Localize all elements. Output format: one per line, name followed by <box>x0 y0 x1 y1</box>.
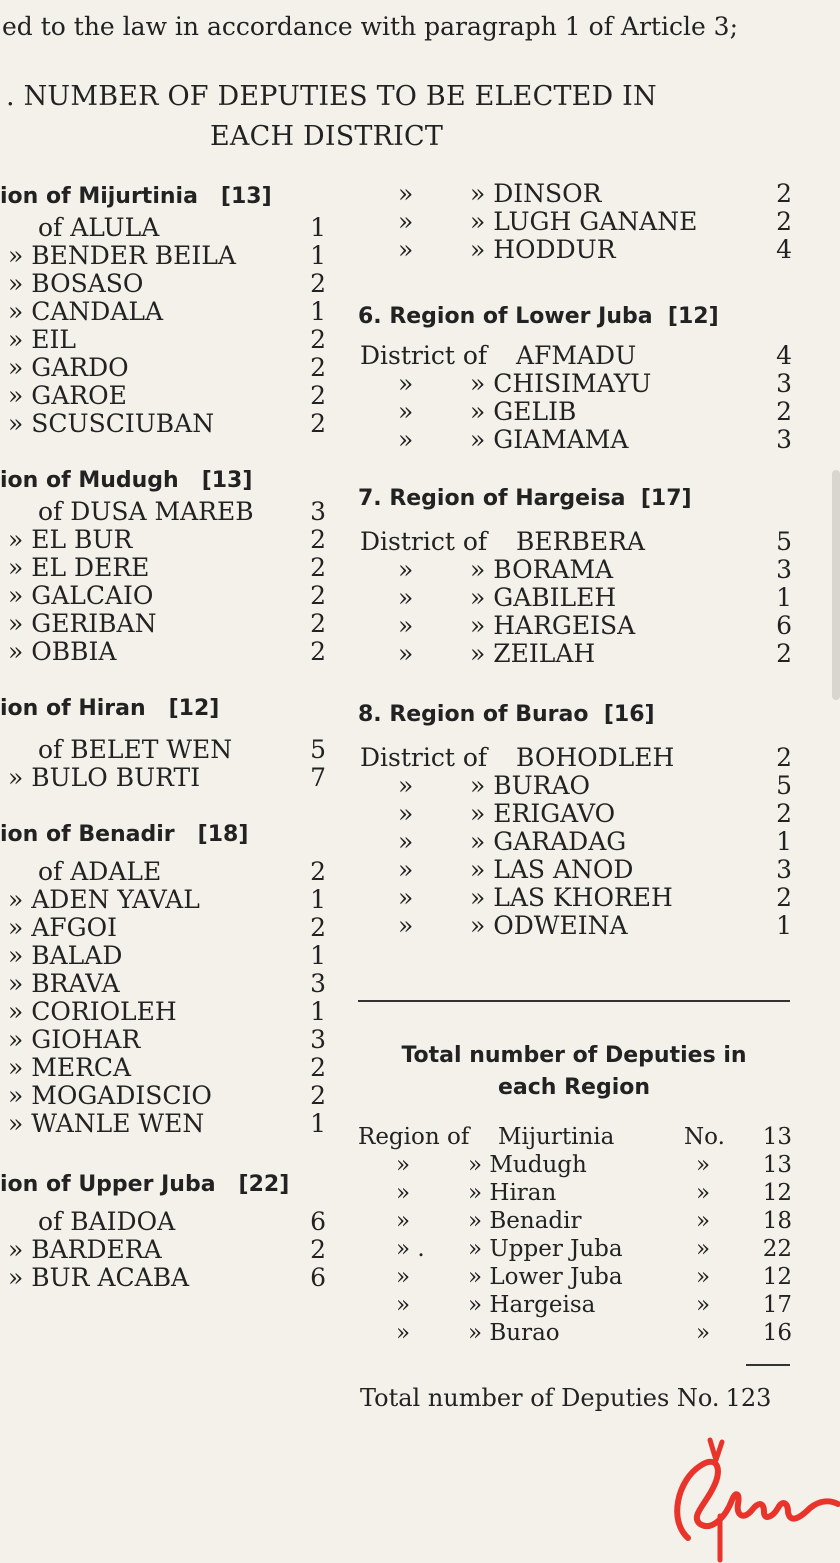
deputy-count: 2 <box>310 581 326 610</box>
region-burao <box>358 698 798 940</box>
district-name: » BRAVA <box>8 969 120 998</box>
district-name: » BOSASO <box>8 269 144 298</box>
deputy-count: 4 <box>776 341 792 370</box>
district-name: of DUSA MAREB <box>38 497 254 526</box>
region-total: 18 <box>762 1208 792 1234</box>
deputy-count: 2 <box>310 1235 326 1264</box>
totals-row <box>358 1236 798 1263</box>
ditto-mark: » <box>398 827 414 856</box>
deputy-count: 1 <box>310 885 326 914</box>
district-row <box>0 1054 330 1082</box>
region-lower-juba <box>358 300 798 454</box>
district-name: » BUR ACABA <box>8 1263 190 1292</box>
right-column <box>358 180 798 940</box>
district-row <box>0 736 330 764</box>
district-row <box>0 270 330 298</box>
ditto-mark: » <box>398 611 414 640</box>
deputy-count: 2 <box>310 325 326 354</box>
district-row <box>358 236 798 264</box>
district-name: » GAROE <box>8 381 127 410</box>
district-name: » SCUSCIUBAN <box>8 409 215 438</box>
district-row <box>358 912 798 940</box>
district-row <box>0 242 330 270</box>
region-name: » Mudugh <box>468 1152 587 1178</box>
deputy-count: 3 <box>776 425 792 454</box>
totals-row <box>358 1264 798 1291</box>
district-name: » GARADAG <box>470 827 627 856</box>
deputy-count: 1 <box>776 827 792 856</box>
ditto-mark: » <box>398 425 414 454</box>
deputy-count: 6 <box>310 1207 326 1236</box>
unit-label: » <box>696 1180 711 1206</box>
district-row <box>358 744 798 772</box>
deputy-count: 2 <box>310 381 326 410</box>
region-total: 12 <box>762 1180 792 1206</box>
district-row <box>0 998 330 1026</box>
district-name: » DINSOR <box>470 179 602 208</box>
district-name: » AFGOI <box>8 913 117 942</box>
district-row <box>0 326 330 354</box>
deputy-count: 2 <box>310 1081 326 1110</box>
district-name: » LUGH GANANE <box>470 207 698 236</box>
district-row <box>0 382 330 410</box>
region-benadir <box>0 818 330 1138</box>
district-name: » MERCA <box>8 1053 132 1082</box>
signature-icon <box>660 1420 840 1563</box>
district-row <box>0 638 330 666</box>
totals-row <box>358 1292 798 1319</box>
district-row <box>358 640 798 668</box>
ditto-mark: » <box>398 799 414 828</box>
district-row <box>0 1236 330 1264</box>
region-total: 12 <box>762 1264 792 1290</box>
ditto-mark: » <box>398 855 414 884</box>
district-row <box>358 370 798 398</box>
district-row <box>358 828 798 856</box>
ditto-mark: » <box>396 1208 411 1234</box>
district-name: » EL DERE <box>8 553 150 582</box>
district-name: of ADALE <box>38 857 162 886</box>
deputy-count: 2 <box>310 1053 326 1082</box>
deputy-count: 2 <box>776 179 792 208</box>
totals-row <box>358 1124 798 1151</box>
district-row <box>0 554 330 582</box>
district-name: » BORAMA <box>470 555 614 584</box>
deputy-count: 2 <box>310 269 326 298</box>
district-row <box>358 856 798 884</box>
district-name: » LAS KHOREH <box>470 883 673 912</box>
deputy-count: 1 <box>310 297 326 326</box>
region-heading: 7. Region of Hargeisa [17] <box>358 486 692 511</box>
deputy-count: 2 <box>310 553 326 582</box>
heading-line-1: . NUMBER OF DEPUTIES TO BE ELECTED IN <box>6 81 657 112</box>
heading-line-2: EACH DISTRICT <box>210 121 444 152</box>
region-name: » Upper Juba <box>468 1236 623 1262</box>
ditto-mark: » <box>396 1152 411 1178</box>
district-row <box>0 1264 330 1292</box>
region-name: » Hargeisa <box>468 1292 596 1318</box>
totals-row <box>358 1320 798 1347</box>
deputy-count: 3 <box>776 855 792 884</box>
region-hargeisa <box>358 482 798 668</box>
totals-row <box>358 1152 798 1179</box>
deputy-count: 1 <box>776 911 792 940</box>
totals-heading: Total number of Deputies in each Region <box>401 1043 747 1100</box>
district-name: » BENDER BEILA <box>8 241 236 270</box>
deputy-count: 2 <box>310 609 326 638</box>
region-prefix: Region of <box>358 1124 470 1150</box>
unit-label: » <box>696 1236 711 1262</box>
ditto-mark: » <box>398 771 414 800</box>
district-name: » WANLE WEN <box>8 1109 205 1138</box>
ditto-mark: » <box>398 883 414 912</box>
scrollbar-thumb[interactable] <box>832 470 840 700</box>
district-name: » HARGEISA <box>470 611 636 640</box>
deputy-count: 2 <box>310 637 326 666</box>
region-upper-juba <box>0 1168 330 1292</box>
region-name: » Burao <box>468 1320 560 1346</box>
district-prefix: District of <box>360 527 488 556</box>
district-row <box>0 410 330 438</box>
district-row <box>0 886 330 914</box>
deputy-count: 1 <box>310 941 326 970</box>
district-name: » CANDALA <box>8 297 164 326</box>
district-name: » GARDO <box>8 353 129 382</box>
unit-label: » <box>696 1292 711 1318</box>
district-name: » GIAMAMA <box>470 425 629 454</box>
deputy-count: 1 <box>310 241 326 270</box>
ditto-mark: » <box>398 911 414 940</box>
district-row <box>0 526 330 554</box>
district-row <box>0 970 330 998</box>
totals-row <box>358 1180 798 1207</box>
region-heading: ion of Mudugh [13] <box>0 468 253 493</box>
district-name: » GALCAIO <box>8 581 154 610</box>
district-row <box>358 180 798 208</box>
deputy-count: 2 <box>310 857 326 886</box>
ditto-mark: » <box>398 179 414 208</box>
deputy-count: 2 <box>310 409 326 438</box>
district-row <box>358 556 798 584</box>
ditto-mark: » <box>398 583 414 612</box>
deputy-count: 2 <box>310 913 326 942</box>
district-name: » BARDERA <box>8 1235 162 1264</box>
district-name: » ODWEINA <box>470 911 628 940</box>
grand-total-value: 123 <box>725 1384 772 1412</box>
district-name: » CORIOLEH <box>8 997 177 1026</box>
district-name: BOHODLEH <box>516 743 675 772</box>
deputy-count: 5 <box>776 527 792 556</box>
deputy-count: 1 <box>776 583 792 612</box>
deputy-count: 3 <box>310 1025 326 1054</box>
district-name: » MOGADISCIO <box>8 1081 212 1110</box>
district-name: » ZEILAH <box>470 639 596 668</box>
deputy-count: 1 <box>310 213 326 242</box>
ditto-mark: » <box>398 235 414 264</box>
ditto-mark: » <box>396 1180 411 1206</box>
district-row <box>0 914 330 942</box>
ditto-mark: » <box>396 1264 411 1290</box>
district-row <box>0 214 330 242</box>
district-name: » HODDUR <box>470 235 616 264</box>
district-name: » GABILEH <box>470 583 617 612</box>
deputy-count: 2 <box>776 883 792 912</box>
district-row <box>0 582 330 610</box>
deputy-count: 1 <box>310 1109 326 1138</box>
region-total: 13 <box>762 1152 792 1178</box>
district-row <box>358 612 798 640</box>
ditto-mark: » . <box>396 1236 425 1262</box>
ditto-mark: » <box>398 397 414 426</box>
intro-text: ed to the law in accordance with paragraph 1 of Article 3; <box>2 12 739 41</box>
deputy-count: 3 <box>310 969 326 998</box>
district-row <box>358 208 798 236</box>
unit-label: » <box>696 1208 711 1234</box>
district-name: » BULO BURTI <box>8 763 201 792</box>
district-name: AFMADU <box>516 341 637 370</box>
district-name: » EIL <box>8 325 76 354</box>
district-row <box>0 1208 330 1236</box>
deputy-count: 2 <box>776 799 792 828</box>
region-heading: 6. Region of Lower Juba [12] <box>358 304 719 329</box>
district-name: BERBERA <box>516 527 645 556</box>
region-total: 17 <box>762 1292 792 1318</box>
district-row <box>0 764 330 792</box>
district-name: » CHISIMAYU <box>470 369 652 398</box>
region-mijurtinia <box>0 180 330 438</box>
district-row <box>0 858 330 886</box>
region-name: » Benadir <box>468 1208 582 1234</box>
district-prefix: District of <box>360 341 488 370</box>
district-row <box>0 498 330 526</box>
district-row <box>358 584 798 612</box>
district-row <box>358 398 798 426</box>
left-column <box>0 180 330 1292</box>
deputy-count: 6 <box>776 611 792 640</box>
region-heading: ion of Benadir [18] <box>0 822 249 847</box>
district-name: » OBBIA <box>8 637 117 666</box>
sum-rule <box>746 1364 790 1366</box>
district-name: » ADEN YAVAL <box>8 885 200 914</box>
region-heading: ion of Hiran [12] <box>0 696 220 721</box>
region-name: Mijurtinia <box>498 1124 615 1150</box>
region-total: 16 <box>762 1320 792 1346</box>
district-row <box>0 298 330 326</box>
district-name: of BAIDOA <box>38 1207 176 1236</box>
district-row <box>358 772 798 800</box>
deputy-count: 2 <box>776 743 792 772</box>
deputy-count: 2 <box>776 639 792 668</box>
ditto-mark: » <box>398 369 414 398</box>
district-row <box>0 610 330 638</box>
region-total: 13 <box>762 1124 792 1150</box>
region-heading: ion of Upper Juba [22] <box>0 1172 290 1197</box>
district-name: » GELIB <box>470 397 577 426</box>
region-hiran <box>0 692 330 792</box>
deputy-count: 2 <box>310 525 326 554</box>
region-mudugh <box>0 464 330 666</box>
deputy-count: 5 <box>310 735 326 764</box>
district-prefix: District of <box>360 743 488 772</box>
unit-label: » <box>696 1320 711 1346</box>
deputy-count: 2 <box>776 207 792 236</box>
district-name: » BALAD <box>8 941 123 970</box>
district-row <box>358 342 798 370</box>
district-row <box>358 884 798 912</box>
totals-row <box>358 1208 798 1235</box>
deputy-count: 2 <box>776 397 792 426</box>
district-row <box>0 1082 330 1110</box>
unit-label: No. <box>684 1124 725 1150</box>
district-name: » EL BUR <box>8 525 133 554</box>
district-row <box>0 354 330 382</box>
region-name: » Lower Juba <box>468 1264 623 1290</box>
region-name: » Hiran <box>468 1180 557 1206</box>
district-name: » GERIBAN <box>8 609 157 638</box>
unit-label: » <box>696 1152 711 1178</box>
district-row <box>358 426 798 454</box>
ditto-mark: » <box>398 639 414 668</box>
deputy-count: 2 <box>310 353 326 382</box>
district-row <box>358 800 798 828</box>
district-name: of BELET WEN <box>38 735 233 764</box>
section-divider <box>358 1000 790 1002</box>
upper-juba-continued <box>358 180 798 264</box>
district-name: » GIOHAR <box>8 1025 141 1054</box>
unit-label: » <box>696 1264 711 1290</box>
region-heading: ion of Mijurtinia [13] <box>0 184 272 209</box>
deputy-count: 7 <box>310 763 326 792</box>
district-name: » LAS ANOD <box>470 855 634 884</box>
deputy-count: 3 <box>310 497 326 526</box>
grand-total <box>360 1384 771 1412</box>
deputy-count: 6 <box>310 1263 326 1292</box>
deputy-count: 5 <box>776 771 792 800</box>
district-row <box>0 942 330 970</box>
deputy-count: 1 <box>310 997 326 1026</box>
district-row <box>358 528 798 556</box>
ditto-mark: » <box>396 1320 411 1346</box>
deputy-count: 3 <box>776 555 792 584</box>
district-name: » ERIGAVO <box>470 799 616 828</box>
district-name: of ALULA <box>38 213 160 242</box>
deputy-count: 3 <box>776 369 792 398</box>
deputy-count: 4 <box>776 235 792 264</box>
ditto-mark: » <box>398 207 414 236</box>
district-row <box>0 1026 330 1054</box>
grand-total-label: Total number of Deputies No. <box>360 1384 720 1412</box>
ditto-mark: » <box>398 555 414 584</box>
district-name: » BURAO <box>470 771 591 800</box>
region-total: 22 <box>762 1236 792 1262</box>
region-heading: 8. Region of Burao [16] <box>358 702 655 727</box>
ditto-mark: » <box>396 1292 411 1318</box>
district-row <box>0 1110 330 1138</box>
